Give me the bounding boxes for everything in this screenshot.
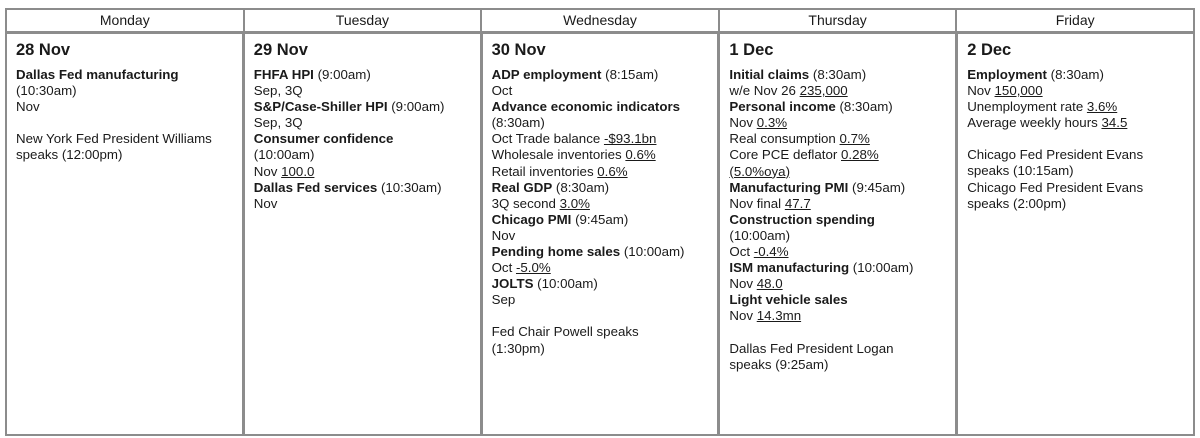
day-column-monday bbox=[7, 34, 245, 436]
event-line bbox=[492, 244, 709, 260]
event-detail: Retail inventories 0.6% bbox=[491, 163, 628, 179]
event-line bbox=[492, 67, 709, 83]
speaker-line: speaks (2:00pm) bbox=[967, 195, 1067, 211]
event-detail: Oct Trade balance -$93.1bn bbox=[491, 131, 657, 147]
event-name: Dallas Fed manufacturing bbox=[16, 67, 179, 82]
speaker-line: speaks (10:15am) bbox=[967, 163, 1074, 179]
date-label: 29 Nov bbox=[253, 41, 308, 59]
day-column-friday bbox=[958, 34, 1193, 436]
event-name: Personal income bbox=[729, 99, 836, 115]
event-line bbox=[492, 276, 709, 292]
event-line bbox=[729, 260, 946, 276]
event-detail: Nov 48.0 bbox=[729, 276, 783, 292]
event-time: (10:00am) bbox=[849, 260, 914, 276]
event-detail: w/e Nov 26 235,000 bbox=[729, 83, 848, 99]
event-name: JOLTS bbox=[491, 276, 534, 292]
event-detail: Nov 150,000 bbox=[967, 83, 1043, 99]
event-detail: Oct bbox=[491, 83, 513, 99]
header-friday: Friday bbox=[1055, 12, 1095, 28]
forecast-value: 150,000 bbox=[994, 83, 1043, 99]
header-monday: Monday bbox=[7, 10, 245, 31]
event-detail: Sep, 3Q bbox=[253, 115, 303, 131]
forecast-value: 0.6% bbox=[625, 147, 656, 163]
forecast-value: 0.7% bbox=[839, 131, 870, 147]
speaker-line: Chicago Fed President Evans bbox=[967, 179, 1144, 195]
forecast-value: -$93.1bn bbox=[603, 131, 657, 147]
forecast-value: 14.3mn bbox=[756, 308, 802, 324]
speaker-line: Fed Chair Powell speaks bbox=[491, 324, 639, 340]
event-detail: Unemployment rate 3.6% bbox=[967, 99, 1118, 115]
weekday-header-row bbox=[7, 10, 1193, 34]
event-detail: Sep bbox=[491, 292, 516, 308]
date-label: 30 Nov bbox=[491, 41, 546, 59]
event-detail: Nov bbox=[253, 195, 278, 211]
event-name: Chicago PMI bbox=[491, 211, 572, 227]
forecast-value: 0.3% bbox=[756, 115, 788, 131]
day-column-tuesday bbox=[245, 34, 483, 436]
date-label: 1 Dec bbox=[729, 41, 774, 59]
event-time: (8:30am) bbox=[491, 115, 545, 131]
event-line bbox=[254, 67, 471, 83]
forecast-value: 0.6% bbox=[597, 163, 628, 179]
event-time: (10:00am) bbox=[533, 276, 598, 292]
forecast-value: -5.0% bbox=[515, 260, 551, 276]
day-column-thursday bbox=[720, 34, 958, 436]
event-detail: Nov bbox=[16, 99, 40, 115]
event-name: Employment bbox=[967, 67, 1047, 82]
event-name: ADP employment bbox=[491, 67, 602, 82]
speaker-line: speaks (9:25am) bbox=[729, 356, 829, 372]
event-time: (9:00am) bbox=[387, 99, 445, 115]
event-line bbox=[729, 99, 946, 115]
event-time: (8:30am) bbox=[835, 99, 893, 115]
speaker-line: Dallas Fed President Logan bbox=[729, 340, 894, 356]
event-detail: Real consumption 0.7% bbox=[729, 131, 870, 147]
date-label: 2 Dec bbox=[967, 41, 1012, 59]
event-detail: Nov 0.3% bbox=[729, 115, 788, 131]
event-name: Initial claims bbox=[729, 67, 810, 82]
event-time: (9:45am) bbox=[848, 179, 906, 195]
header-wednesday: Wednesday bbox=[482, 10, 720, 31]
date-label: 28 Nov bbox=[16, 41, 71, 59]
event-time: (8:30am) bbox=[1046, 67, 1104, 82]
event-time: (9:45am) bbox=[571, 211, 629, 227]
forecast-value: 48.0 bbox=[756, 276, 783, 292]
event-detail: Nov final 47.7 bbox=[729, 195, 811, 211]
speaker-line: New York Fed President Williams bbox=[16, 131, 212, 147]
speaker-line: Chicago Fed President Evans bbox=[967, 147, 1144, 163]
event-detail: 3Q second 3.0% bbox=[491, 195, 590, 211]
event-time: (10:00am) bbox=[620, 244, 685, 260]
event-detail: Nov 14.3mn bbox=[729, 308, 802, 324]
event-name: Consumer confidence bbox=[253, 131, 394, 147]
forecast-value: 235,000 bbox=[799, 83, 848, 99]
event-name: Construction spending bbox=[729, 211, 875, 227]
event-detail: Nov 100.0 bbox=[253, 163, 315, 179]
forecast-value: 34.5 bbox=[1101, 115, 1128, 131]
event-time: (10:00am) bbox=[253, 147, 315, 163]
event-time: (10:30am) bbox=[16, 83, 77, 99]
event-detail: Average weekly hours 34.5 bbox=[967, 115, 1128, 131]
event-time: (9:00am) bbox=[313, 67, 371, 82]
event-name: Real GDP bbox=[491, 179, 553, 195]
event-line bbox=[492, 212, 709, 228]
header-tuesday: Tuesday bbox=[245, 10, 483, 31]
event-detail: Core PCE deflator 0.28% bbox=[729, 147, 879, 163]
event-detail: Oct -5.0% bbox=[491, 260, 551, 276]
event-name: Pending home sales bbox=[491, 244, 621, 260]
event-name: S&P/Case-Shiller HPI bbox=[253, 99, 388, 115]
forecast-value: 0.28% bbox=[841, 147, 879, 163]
event-detail: Nov bbox=[491, 227, 516, 243]
day-column-wednesday bbox=[483, 34, 721, 436]
event-detail: Sep, 3Q bbox=[253, 83, 303, 99]
event-line bbox=[254, 180, 471, 196]
speaker-line: (1:30pm) bbox=[491, 340, 545, 356]
event-name: FHFA HPI bbox=[253, 67, 314, 82]
event-detail: Oct -0.4% bbox=[729, 244, 789, 260]
event-name: ISM manufacturing bbox=[729, 260, 850, 276]
event-time: (8:30am) bbox=[552, 179, 610, 195]
event-detail bbox=[729, 164, 946, 180]
event-name: Dallas Fed services bbox=[253, 179, 378, 195]
forecast-value: 3.0% bbox=[559, 195, 590, 211]
forecast-value: 3.6% bbox=[1086, 99, 1118, 115]
event-time: (8:30am) bbox=[809, 67, 867, 82]
economic-calendar bbox=[5, 8, 1195, 436]
event-line bbox=[254, 99, 471, 115]
forecast-value: -0.4% bbox=[753, 244, 789, 260]
event-line bbox=[967, 67, 1184, 83]
forecast-value: (5.0%oya) bbox=[729, 163, 790, 179]
event-time: (10:30am) bbox=[377, 179, 442, 195]
header-thursday: Thursday bbox=[720, 10, 958, 31]
event-line bbox=[492, 180, 709, 196]
event-line bbox=[729, 67, 946, 83]
event-name: Advance economic indicators bbox=[491, 99, 681, 115]
speaker-line: speaks (12:00pm) bbox=[16, 147, 123, 163]
event-line bbox=[729, 180, 946, 196]
event-time: (8:15am) bbox=[601, 67, 659, 82]
event-detail: Wholesale inventories 0.6% bbox=[491, 147, 656, 163]
event-time: (10:00am) bbox=[729, 227, 790, 243]
event-name: Manufacturing PMI bbox=[729, 179, 849, 195]
forecast-value: 47.7 bbox=[784, 195, 811, 211]
event-name: Light vehicle sales bbox=[729, 292, 848, 308]
calendar-body bbox=[7, 34, 1193, 436]
forecast-value: 100.0 bbox=[281, 163, 315, 179]
